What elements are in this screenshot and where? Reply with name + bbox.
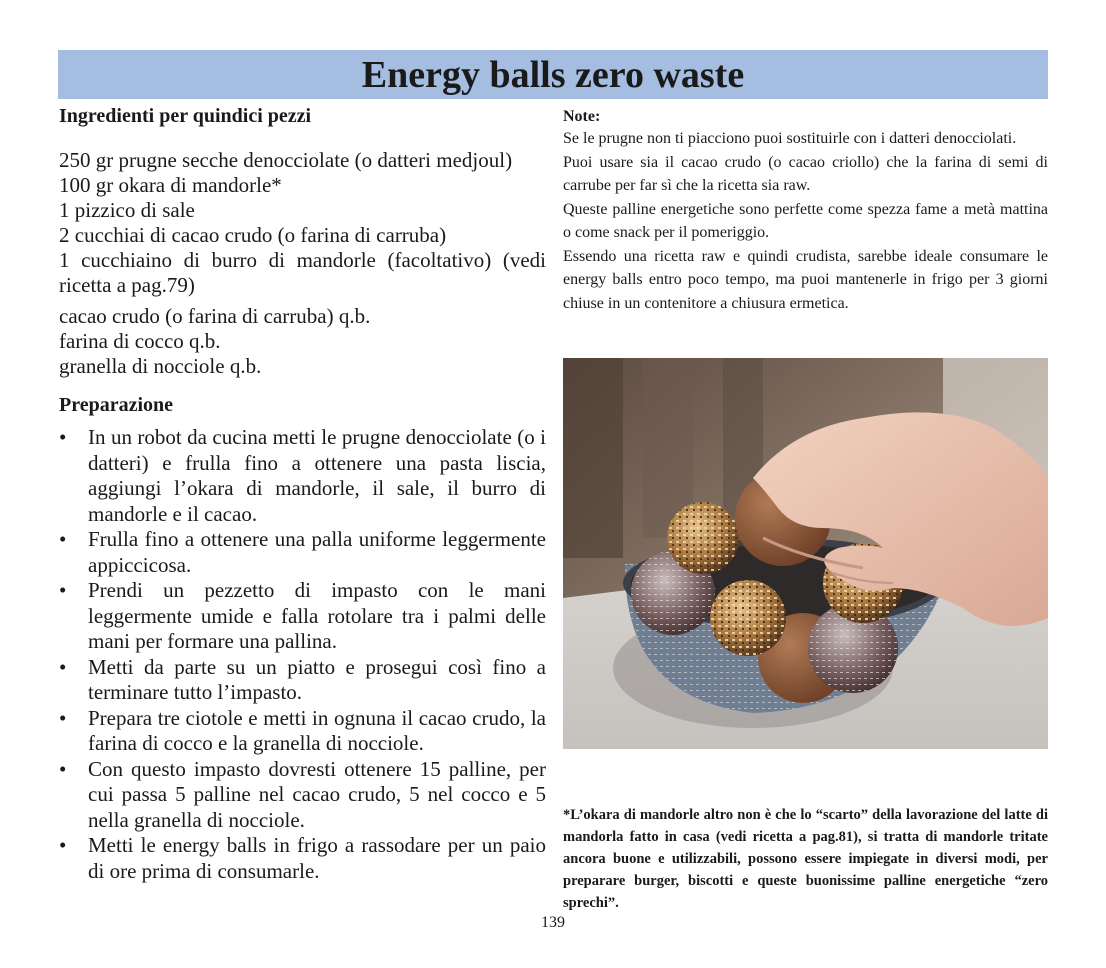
ingredients-list (59, 148, 546, 298)
energy-balls-photo (563, 358, 1048, 749)
ingredient-item: 1 cucchiaino di burro di mandorle (facoltativo) (vedi ricetta a pag.79) (59, 248, 546, 297)
recipe-title: Energy balls zero waste (361, 53, 745, 96)
note-paragraph: Essendo una ricetta raw e quindi crudista, sarebbe ideale consumare le energy balls entro poco tempo, ma puoi mantenerle in frigo per 3 giorni chiuse in un contenitore a chiusura ermetica. (563, 247, 1048, 312)
step-item: • Metti le energy balls in frigo a rassodare per un paio di ore prima di consumarle. (59, 833, 546, 884)
notes-heading: Note: (563, 108, 601, 125)
ingredient-item: 250 gr prugne secche denocciolate (o datteri medjoul) (59, 148, 513, 172)
page-number: 139 (541, 914, 565, 931)
ingredients-heading: Ingredienti per quindici pezzi (59, 105, 312, 127)
footnote: *L’okara di mandorle altro non è che lo “scarto” della lavorazione del latte di mandorla fatto in casa (vedi ricetta a pag.81), si tratta di mandorle tritate ancora buone e utilizzabili, possono essere impiegate in diversi modi, per preparare burger, biscotti e queste buonissime palline energetiche “zero sprechi”. (563, 807, 1048, 911)
step-item: • Prepara tre ciotole e metti in ognuna il cacao crudo, la farina di cocco e la granella di nocciole. (59, 706, 546, 757)
note-paragraph: Queste palline energetiche sono perfette come spezza fame a metà mattina o come snack per il pomeriggio. (563, 200, 1048, 241)
step-item: • Con questo impasto dovresti ottenere 15 palline, per cui passa 5 palline nel cacao crudo, 5 nel cocco e 5 nella granella di nocciole. (59, 757, 546, 834)
note-paragraph: Puoi usare sia il cacao crudo (o cacao criollo) che la farina di semi di carrube per far sì che la ricetta sia raw. (563, 153, 1048, 194)
preparation-steps (59, 425, 546, 884)
notes-column (563, 106, 1048, 315)
ingredient-item: 2 cucchiai di cacao crudo (o farina di carruba) (59, 223, 447, 247)
coating-list (59, 304, 546, 379)
step-item: • Prendi un pezzetto di impasto con le mani leggermente umide e falla rotolare tra i palmi delle mani per formare una pallina. (59, 578, 546, 655)
ingredient-item: 100 gr okara di mandorle* (59, 173, 282, 197)
coating-item: cacao crudo (o farina di carruba) q.b. (59, 304, 371, 328)
preparation-heading: Preparazione (59, 394, 174, 416)
note-paragraph: Se le prugne non ti piacciono puoi sostituirle con i datteri denocciolati. (563, 130, 1017, 147)
step-item: • Frulla fino a ottenere una palla uniforme leggermente appiccicosa. (59, 527, 546, 578)
coating-item: granella di nocciole q.b. (59, 354, 262, 378)
coating-item: farina di cocco q.b. (59, 329, 221, 353)
ingredient-item: 1 pizzico di sale (59, 198, 195, 222)
step-item: • In un robot da cucina metti le prugne denocciolate (o i datteri) e frulla fino a ottenere una pasta liscia, aggiungi l’okara di mandorle, il sale, il burro di mandorle e il cacao. (59, 425, 546, 527)
step-item: • Metti da parte su un piatto e prosegui così fino a terminare tutto l’impasto. (59, 655, 546, 706)
title-banner (58, 50, 1048, 99)
left-column (59, 104, 546, 884)
